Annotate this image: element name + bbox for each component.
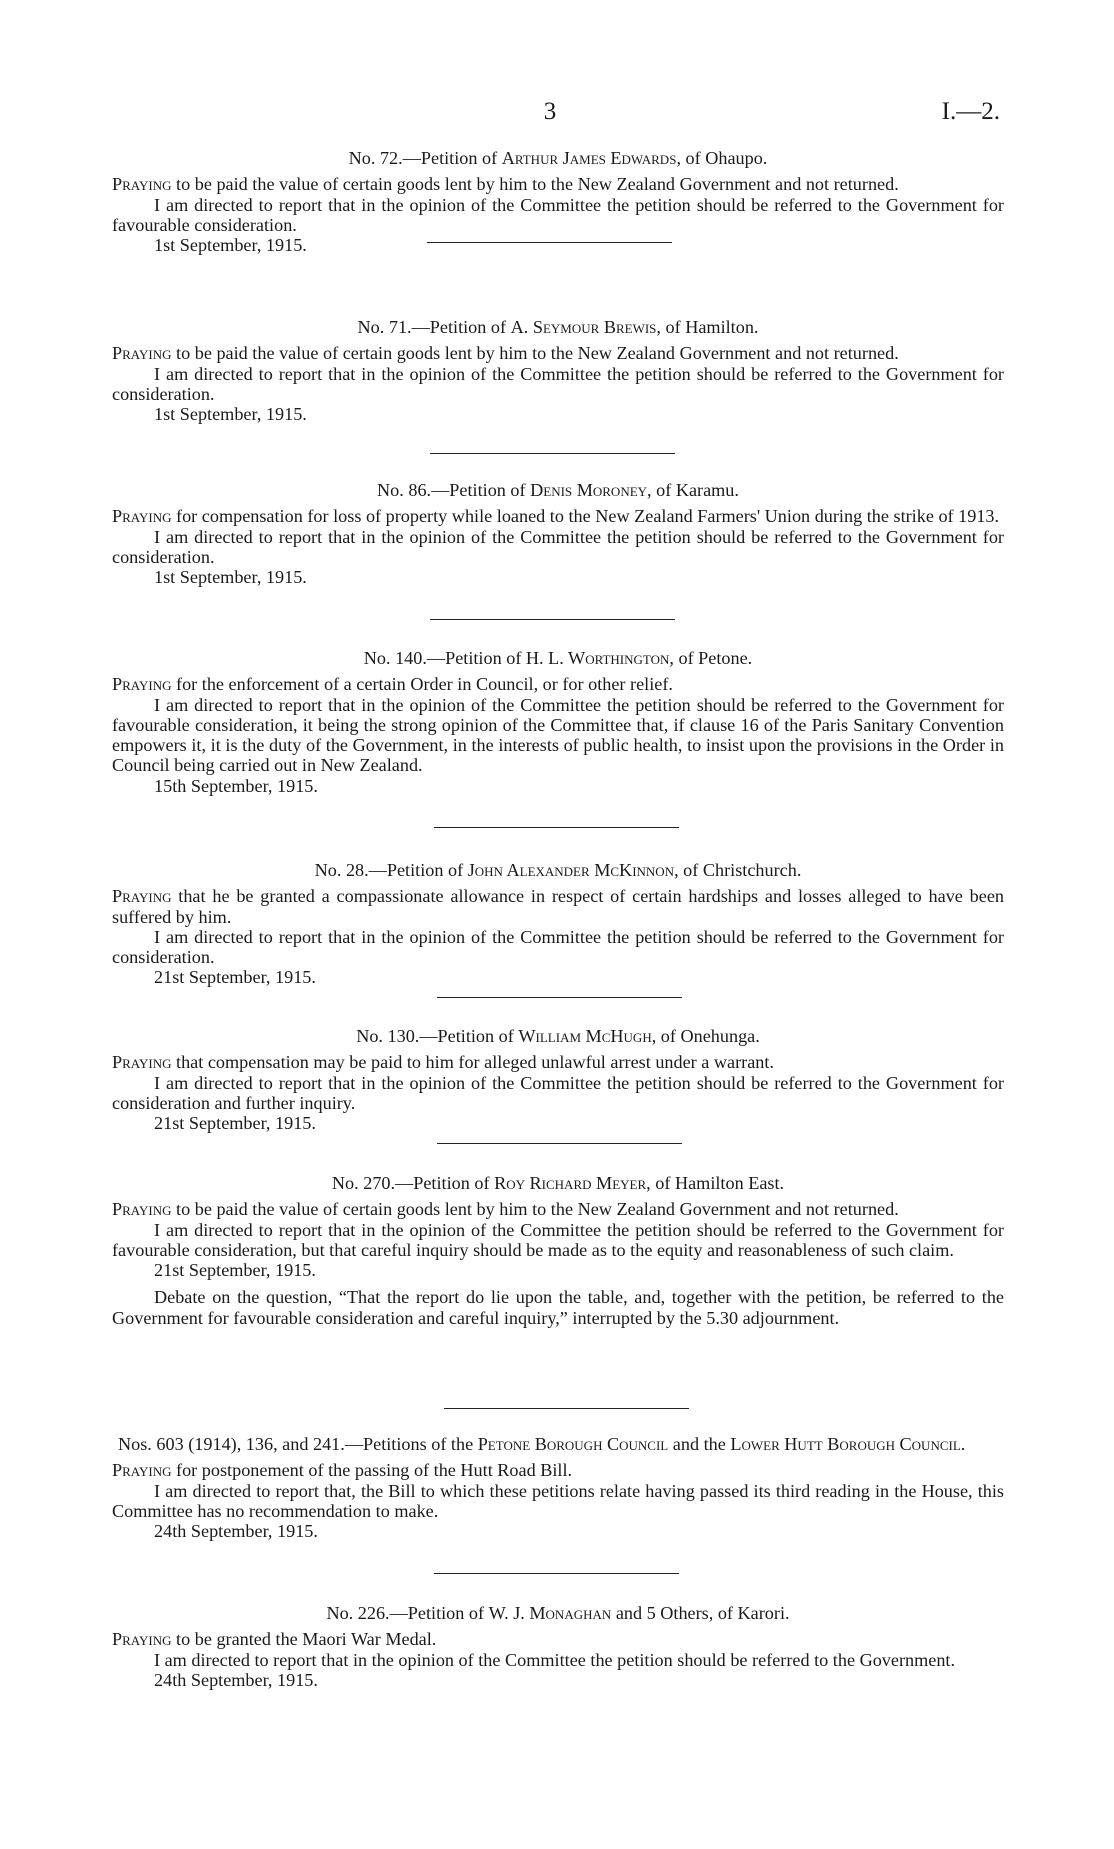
petition-entry: [112, 480, 1004, 587]
petitioner-name: Roy Richard Meyer: [494, 1173, 647, 1193]
section-divider: [437, 997, 682, 998]
report-paragraph: I am directed to report that in the opinion of the Committee the petition should be referred to the Government for consideration.: [112, 926, 1004, 968]
praying-paragraph: Praying for the enforcement of a certain Order in Council, or for other relief.: [112, 674, 673, 695]
petitioner-name: John Alexander McKinnon: [467, 860, 675, 880]
praying-paragraph: Praying that he be granted a compassionate allowance in respect of certain hardships and losses alleged to have been suffered by him.: [112, 886, 1004, 927]
petitioner-name: W. J. Monaghan: [488, 1603, 612, 1623]
petitioner-name: Lower Hutt Borough Council: [730, 1434, 961, 1454]
section-divider: [430, 453, 675, 454]
petition-entry: [112, 860, 1004, 988]
report-date: 21st September, 1915.: [154, 1113, 316, 1134]
report-paragraph: I am directed to report that in the opinion of the Committee the petition should be referred to the Government for consideration and further inquiry.: [112, 1072, 1004, 1113]
petition-entry: [112, 1026, 1004, 1133]
petition-heading: No. 270.—Petition of Roy Richard Meyer, of Hamilton East.: [331, 1173, 785, 1193]
report-paragraph: I am directed to report that in the opinion of the Committee the petition should be referred to the Government for favourable consideration.: [112, 194, 1004, 235]
report-paragraph: I am directed to report that in the opinion of the Committee the petition should be referred to the Government for consideration.: [112, 526, 1004, 567]
report-date: 15th September, 1915.: [154, 775, 318, 796]
petitioner-name: Denis Moroney: [530, 480, 648, 500]
petition-entry: [112, 317, 1004, 424]
petition-heading: No. 226.—Petition of W. J. Monaghan and 5 Others, of Karori.: [326, 1603, 790, 1623]
petition-heading: No. 28.—Petition of John Alexander McKinnon, of Christchurch.: [314, 860, 802, 880]
report-paragraph: I am directed to report that in the opinion of the Committee the petition should be referred to the Government.: [154, 1649, 956, 1670]
report-paragraph: I am directed to report that, the Bill to which these petitions relate having passed its third reading in the House, this Committee has no recommendation to make.: [112, 1480, 1004, 1521]
report-date: 24th September, 1915.: [154, 1521, 318, 1542]
section-divider: [430, 619, 675, 620]
report-date: 1st September, 1915.: [154, 235, 307, 256]
petitioner-name: H. L. Worthington: [525, 648, 670, 668]
petition-entry: [112, 1434, 1004, 1541]
praying-paragraph: Praying for postponement of the passing of the Hutt Road Bill.: [112, 1460, 573, 1481]
report-paragraph: I am directed to report that in the opinion of the Committee the petition should be referred to the Government for consideration.: [112, 363, 1004, 404]
report-date: 1st September, 1915.: [154, 404, 307, 425]
petitioner-name: William McHugh: [518, 1026, 652, 1046]
report-paragraph: I am directed to report that in the opinion of the Committee the petition should be referred to the Government for favourable consideration, but that careful inquiry should be made as to the equity and reasonableness of such claim.: [112, 1219, 1004, 1260]
page-number: 3: [543, 98, 557, 125]
praying-paragraph: Praying to be paid the value of certain goods lent by him to the New Zealand Government and not returned.: [112, 174, 899, 195]
petition-heading: Nos. 603 (1914), 136, and 241.—Petitions of the Petone Borough Council and the Lower Hutt Borough Council.: [118, 1434, 966, 1454]
section-divider: [444, 1408, 689, 1409]
petition-heading: No. 71.—Petition of A. Seymour Brewis, of Hamilton.: [357, 317, 759, 337]
petition-heading: No. 72.—Petition of Arthur James Edwards, of Ohaupo.: [348, 148, 768, 168]
petition-heading: No. 130.—Petition of William McHugh, of Onehunga.: [356, 1026, 760, 1046]
petition-heading: No. 140.—Petition of H. L. Worthington, of Petone.: [363, 648, 753, 668]
praying-paragraph: Praying for compensation for loss of property while loaned to the New Zealand Farmers' Union during the strike of 1913.: [112, 506, 1000, 527]
debate-paragraph: Debate on the question, “That the report do lie upon the table, and, together with the petition, be referred to the Government for favourable consideration and careful inquiry,” interrupted by the 5.30 adjournment.: [112, 1287, 1004, 1328]
praying-paragraph: Praying to be granted the Maori War Medal.: [112, 1629, 437, 1650]
petitioner-name: Petone Borough Council: [477, 1434, 669, 1454]
report-date: 1st September, 1915.: [154, 567, 307, 588]
report-paragraph: I am directed to report that in the opinion of the Committee the petition should be referred to the Government for favourable consideration, it being the strong opinion of the Committee that, if clause 16 of the Paris Sanitary Convention empowers it, it is the duty of the Government, in the interests of public health, to insist upon the provisions in the Order in Council being carried out in New Zealand.: [112, 694, 1004, 776]
petition-entry: [112, 1603, 1004, 1690]
section-divider: [434, 827, 679, 828]
praying-paragraph: Praying that compensation may be paid to him for alleged unlawful arrest under a warrant.: [112, 1052, 774, 1073]
section-divider: [437, 1143, 682, 1144]
report-date: 21st September, 1915.: [154, 967, 316, 988]
section-divider: [434, 1573, 679, 1574]
petition-entry: [112, 148, 1004, 255]
petition-heading: No. 86.—Petition of Denis Moroney, of Karamu.: [377, 480, 739, 500]
praying-paragraph: Praying to be paid the value of certain goods lent by him to the New Zealand Government and not returned.: [112, 1199, 899, 1220]
report-date: 21st September, 1915.: [154, 1260, 316, 1281]
petitioner-name: A. Seymour Brewis: [510, 317, 657, 337]
document-reference: I.—2.: [941, 98, 1000, 125]
petition-entry: [112, 1173, 1004, 1328]
report-date: 24th September, 1915.: [154, 1669, 318, 1690]
petition-entry: [112, 648, 1004, 796]
praying-paragraph: Praying to be paid the value of certain goods lent by him to the New Zealand Government and not returned.: [112, 343, 899, 364]
petitioner-name: Arthur James Edwards: [501, 148, 677, 168]
section-divider: [427, 242, 672, 243]
